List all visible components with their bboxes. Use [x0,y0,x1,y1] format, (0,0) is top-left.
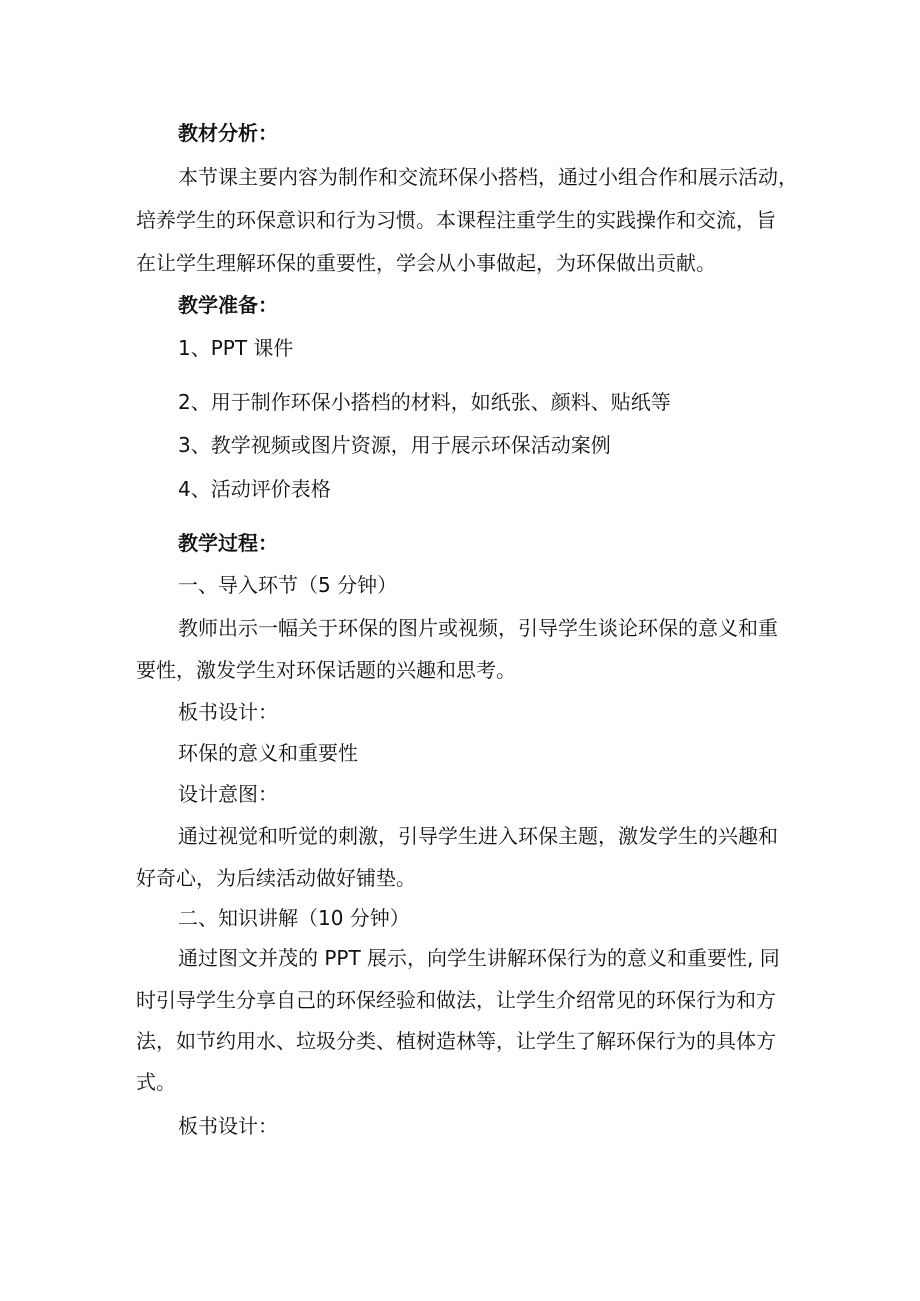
section-text-line: 教师出示一幅关于环保的图片或视频，引导学生谈论环保的意义和重 [178,616,778,640]
board-design-label: 板书设计： [178,1114,278,1138]
board-design-label: 板书设计： [178,700,278,724]
heading-process: 教学过程： [178,531,278,555]
board-design-content: 环保的意义和重要性 [178,741,358,765]
section-title: 二、知识讲解（10 分钟） [178,906,410,930]
section-text-line: 式。 [136,1070,176,1094]
analysis-text-line: 在让学生理解环保的重要性，学会从小事做起，为环保做出贡献。 [136,251,716,275]
prep-item: 4、活动评价表格 [178,477,331,501]
section-text-line: 时引导学生分享自己的环保经验和做法，让学生介绍常见的环保行为和方 [136,988,776,1012]
prep-item: 3、教学视频或图片资源，用于展示环保活动案例 [178,433,611,457]
section-text-line: 通过视觉和听觉的刺激，引导学生进入环保主题，激发学生的兴趣和 [178,824,778,848]
section-text-line: 通过图文并茂的 PPT 展示，向学生讲解环保行为的意义和重要性, 同 [178,946,780,970]
analysis-text-line: 培养学生的环保意识和行为习惯。本课程注重学生的实践操作和交流，旨 [136,208,776,232]
section-title: 一、导入环节（5 分钟） [178,573,398,597]
prep-item: 1、PPT 课件 [178,336,294,360]
prep-item: 2、用于制作环保小搭档的材料，如纸张、颜料、贴纸等 [178,390,671,414]
heading-analysis: 教材分析： [178,121,278,145]
section-text-line: 法，如节约用水、垃圾分类、植树造林等，让学生了解环保行为的具体方 [136,1029,776,1053]
section-text-line: 要性，激发学生对环保话题的兴趣和思考。 [136,658,516,682]
section-text-line: 好奇心，为后续活动做好铺垫。 [136,866,416,890]
heading-preparation: 教学准备： [178,293,278,317]
design-intent-label: 设计意图： [178,782,278,806]
analysis-text-line: 本节课主要内容为制作和交流环保小搭档，通过小组合作和展示活动， [178,165,798,189]
